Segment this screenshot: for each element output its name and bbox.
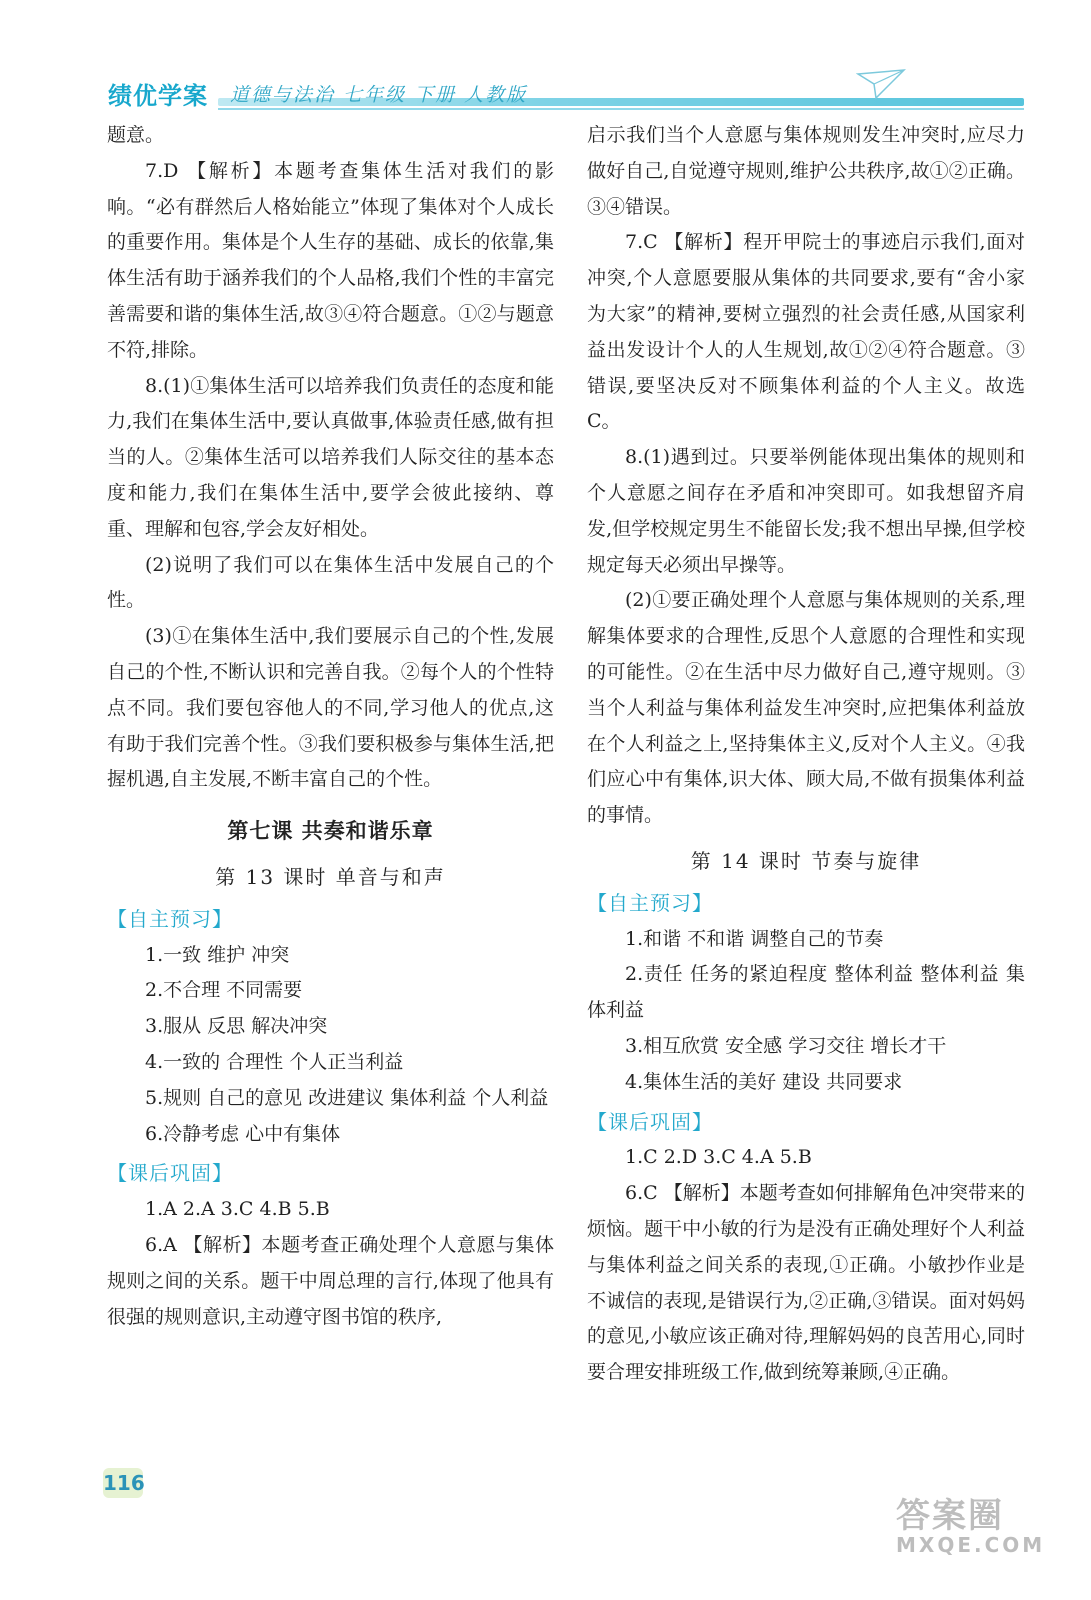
preview-item: 2.不合理 不同需要 <box>145 979 303 1002</box>
preview-item: 2.责任 任务的紧迫程度 整体利益 整体利益 集体利益 <box>587 963 1025 1022</box>
preview-item: 4.一致的 合理性 个人正当利益 <box>145 1050 404 1073</box>
preview-item: 6.冷静考虑 心中有集体 <box>145 1122 341 1145</box>
right-continuation: 启示我们当个人意愿与集体规则发生冲突时,应尽力做好自己,自觉遵守规则,维护公共秩序,故①②正确。③④错误。 <box>587 124 1025 218</box>
page-number: 116 <box>103 1468 143 1498</box>
preview-item: 5.规则 自己的意见 改进建议 集体利益 个人利益 <box>145 1086 549 1109</box>
period-title-14: 第 14 课时 节奏与旋律 <box>690 848 922 873</box>
watermark-sub: MXQE.COM <box>896 1533 1046 1557</box>
book-subject: 道德与法治 七年级 下册 人教版 <box>230 84 528 106</box>
right-q8-part1: 8.(1)遇到过。只要举例能体现出集体的规则和个人意愿之间存在矛盾和冲突即可。如我想留齐肩发,但学校规定男生不能留长发;我不想出早操,但学校规定每天必须出早操等。 <box>587 446 1025 576</box>
left-q8-part1: 8.(1)①集体生活可以培养我们负责任的态度和能力,我们在集体生活中,要认真做事,体验责任感,做有担当的人。②集体生活可以培养我们人际交往的基本态度和能力,我们在集体生活中,要学会彼此接纳、尊重、理解和包容,学会友好相处。 <box>107 374 554 540</box>
review-answers: 1.C 2.D 3.C 4.A 5.B <box>625 1146 812 1169</box>
preview-list <box>107 938 554 1153</box>
left-q8-part2: (2)说明了我们可以在集体生活中发展自己的个性。 <box>107 553 554 612</box>
preview-list <box>587 922 1025 1101</box>
section-review-label: 【课后巩固】 <box>587 1109 713 1134</box>
period-title-13: 第 13 课时 单音与和声 <box>215 864 446 889</box>
preview-item: 3.相互欣赏 安全感 学习交往 增长才干 <box>625 1034 947 1057</box>
preview-item: 4.集体生活的美好 建设 共同要求 <box>625 1070 903 1093</box>
preview-item: 3.服从 反思 解决冲突 <box>145 1015 328 1038</box>
left-column <box>107 118 554 1335</box>
paper-plane-icon <box>856 68 906 100</box>
watermark-main: 答案圈 <box>896 1496 1004 1536</box>
brand-logo: 绩优学案 <box>108 82 208 110</box>
left-q6: 6.A 【解析】本题考查正确处理个人意愿与集体规则之间的关系。题干中周总理的言行,体现了他具有很强的规则意识,主动遵守图书馆的秩序, <box>107 1233 554 1328</box>
right-q8-part2: (2)①要正确处理个人意愿与集体规则的关系,理解集体要求的合理性,反思个人意愿的合理性和实现的可能性。②在生活中尽力做好自己,遵守规则。③当个人利益与集体利益发生冲突时,应把集体利益放在个人利益之上,坚持集体主义,反对个人主义。④我们应心中有集体,识大体、顾大局,不做有损集体利益的事情。 <box>587 589 1025 827</box>
left-q8-part3: (3)①在集体生活中,我们要展示自己的个性,发展自己的个性,不断认识和完善自我。②每个人的个性特点不同。我们要包容他人的不同,学习他人的优点,这有助于我们完善个性。③我们要积极参与集体生活,把握机遇,自主发展,不断丰富自己的个性。 <box>107 625 554 791</box>
lesson-title: 第七课 共奏和谐乐章 <box>227 819 434 844</box>
watermark-logo <box>896 1488 1056 1568</box>
page-header <box>108 68 1024 112</box>
section-preview-label: 【自主预习】 <box>107 906 233 931</box>
preview-item: 1.和谐 不和谐 调整自己的节奏 <box>625 927 884 950</box>
right-column <box>587 118 1025 1391</box>
right-q6: 6.C 【解析】本题考查如何排解角色冲突带来的烦恼。题干中小敏的行为是没有正确处理好个人利益与集体利益之间关系的表现,①正确。小敏抄作业是不诚信的表现,是错误行为,②正确,③错误。面对妈妈的意见,小敏应该正确对待,理解妈妈的良苦用心,同时要合理安排班级工作,做到统筹兼顾,④正确。 <box>587 1182 1025 1384</box>
header-line <box>218 108 1024 110</box>
left-q7: 7.D 【解析】本题考查集体生活对我们的影响。“必有群然后人格始能立”体现了集体对个人成长的重要作用。集体是个人生存的基础、成长的依靠,集体生活有助于涵养我们的个人品格,我们个性的丰富完善需要和谐的集体生活,故③④符合题意。①②与题意不符,排除。 <box>107 159 554 361</box>
section-review-label: 【课后巩固】 <box>107 1161 233 1186</box>
preview-item: 1.一致 维护 冲突 <box>145 943 290 966</box>
left-continuation: 题意。 <box>107 124 165 146</box>
section-preview-label: 【自主预习】 <box>587 890 713 915</box>
review-answers: 1.A 2.A 3.C 4.B 5.B <box>145 1198 330 1221</box>
right-q7: 7.C 【解析】程开甲院士的事迹启示我们,面对冲突,个人意愿要服从集体的共同要求,要有“舍小家为大家”的精神,要树立强烈的社会责任感,从国家利益出发设计个人的人生规划,故①②④符合题意。③错误,要坚决反对不顾集体利益的个人主义。故选 C。 <box>587 231 1025 433</box>
